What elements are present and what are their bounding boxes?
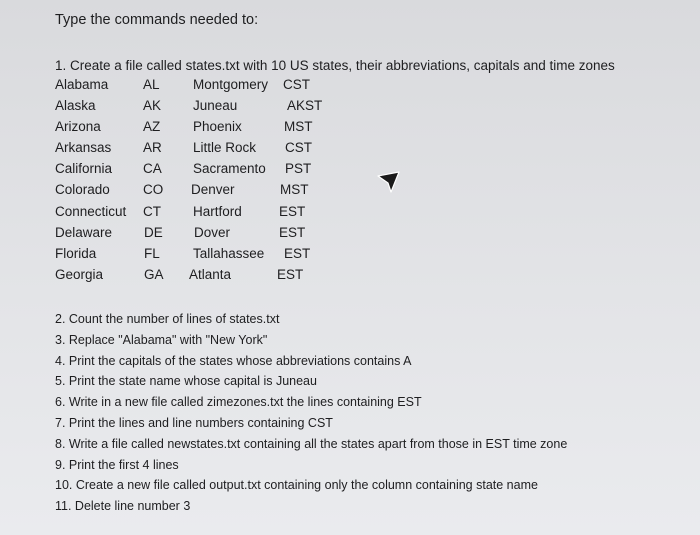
state-timezone: CST xyxy=(285,140,312,156)
state-row xyxy=(55,225,355,246)
state-capital: Tallahassee xyxy=(193,245,265,261)
state-abbreviation: CO xyxy=(143,182,164,198)
state-name: Georgia xyxy=(55,266,104,282)
state-capital: Denver xyxy=(191,182,235,198)
states-table xyxy=(55,77,355,288)
state-row xyxy=(55,246,355,267)
state-abbreviation: CA xyxy=(143,161,162,177)
state-abbreviation: CT xyxy=(143,203,161,219)
state-row xyxy=(55,140,355,161)
state-row xyxy=(55,98,355,119)
task-item: 8. Write a file called newstates.txt containing all the states apart from those in EST time zone xyxy=(55,436,568,451)
state-row xyxy=(55,119,355,140)
state-name: Alaska xyxy=(55,98,96,114)
state-name: California xyxy=(55,161,113,177)
state-name: Arizona xyxy=(55,119,101,135)
page-heading: Type the commands needed to: xyxy=(55,12,259,28)
state-timezone: AKST xyxy=(287,98,323,114)
state-capital: Phoenix xyxy=(193,119,242,135)
state-row xyxy=(55,77,355,98)
state-name: Florida xyxy=(55,245,97,261)
state-timezone: CST xyxy=(283,77,310,92)
state-capital: Montgomery xyxy=(193,77,269,92)
state-row xyxy=(55,267,355,288)
state-name: Connecticut xyxy=(55,203,127,219)
task-list xyxy=(55,312,567,520)
state-abbreviation: FL xyxy=(144,245,160,261)
state-capital: Little Rock xyxy=(193,140,257,156)
task-item: 9. Print the first 4 lines xyxy=(55,457,179,472)
state-abbreviation: GA xyxy=(144,266,164,282)
state-abbreviation: AK xyxy=(143,98,162,114)
state-name: Colorado xyxy=(55,182,110,198)
state-abbreviation: AR xyxy=(143,140,162,156)
state-capital: Sacramento xyxy=(193,161,266,177)
mouse-pointer-icon xyxy=(377,171,401,198)
state-timezone: EST xyxy=(277,266,304,282)
task-item: 5. Print the state name whose capital is Juneau xyxy=(55,374,317,389)
task-item: 6. Write in a new file called zimezones.txt the lines containing EST xyxy=(55,395,422,410)
state-capital: Dover xyxy=(194,224,231,240)
state-name: Alabama xyxy=(55,77,109,92)
state-name: Delaware xyxy=(55,224,113,240)
task-item: 10. Create a new file called output.txt containing only the column containing state name xyxy=(55,478,538,493)
state-abbreviation: AL xyxy=(143,77,160,92)
task-item: 7. Print the lines and line numbers containing CST xyxy=(55,415,333,430)
state-row xyxy=(55,182,355,203)
task-item: 11. Delete line number 3 xyxy=(55,499,191,514)
state-row xyxy=(55,161,355,182)
state-name: Arkansas xyxy=(55,140,112,156)
state-timezone: EST xyxy=(284,245,311,261)
state-capital: Juneau xyxy=(193,98,238,114)
state-abbreviation: DE xyxy=(144,224,163,240)
state-capital: Atlanta xyxy=(189,266,232,282)
task-item: 3. Replace "Alabama" with "New York" xyxy=(55,332,268,347)
state-capital: Hartford xyxy=(193,203,242,219)
state-timezone: PST xyxy=(285,161,312,177)
task-1: 1. Create a file called states.txt with 10 US states, their abbreviations, capitals and time zones xyxy=(55,58,615,73)
state-timezone: EST xyxy=(279,224,306,240)
state-timezone: EST xyxy=(279,203,306,219)
state-timezone: MST xyxy=(284,119,313,135)
state-abbreviation: AZ xyxy=(143,119,161,135)
task-item: 4. Print the capitals of the states whose abbreviations contains A xyxy=(55,353,412,368)
state-row xyxy=(55,204,355,225)
task-item: 2. Count the number of lines of states.txt xyxy=(55,312,280,326)
state-timezone: MST xyxy=(280,182,309,198)
